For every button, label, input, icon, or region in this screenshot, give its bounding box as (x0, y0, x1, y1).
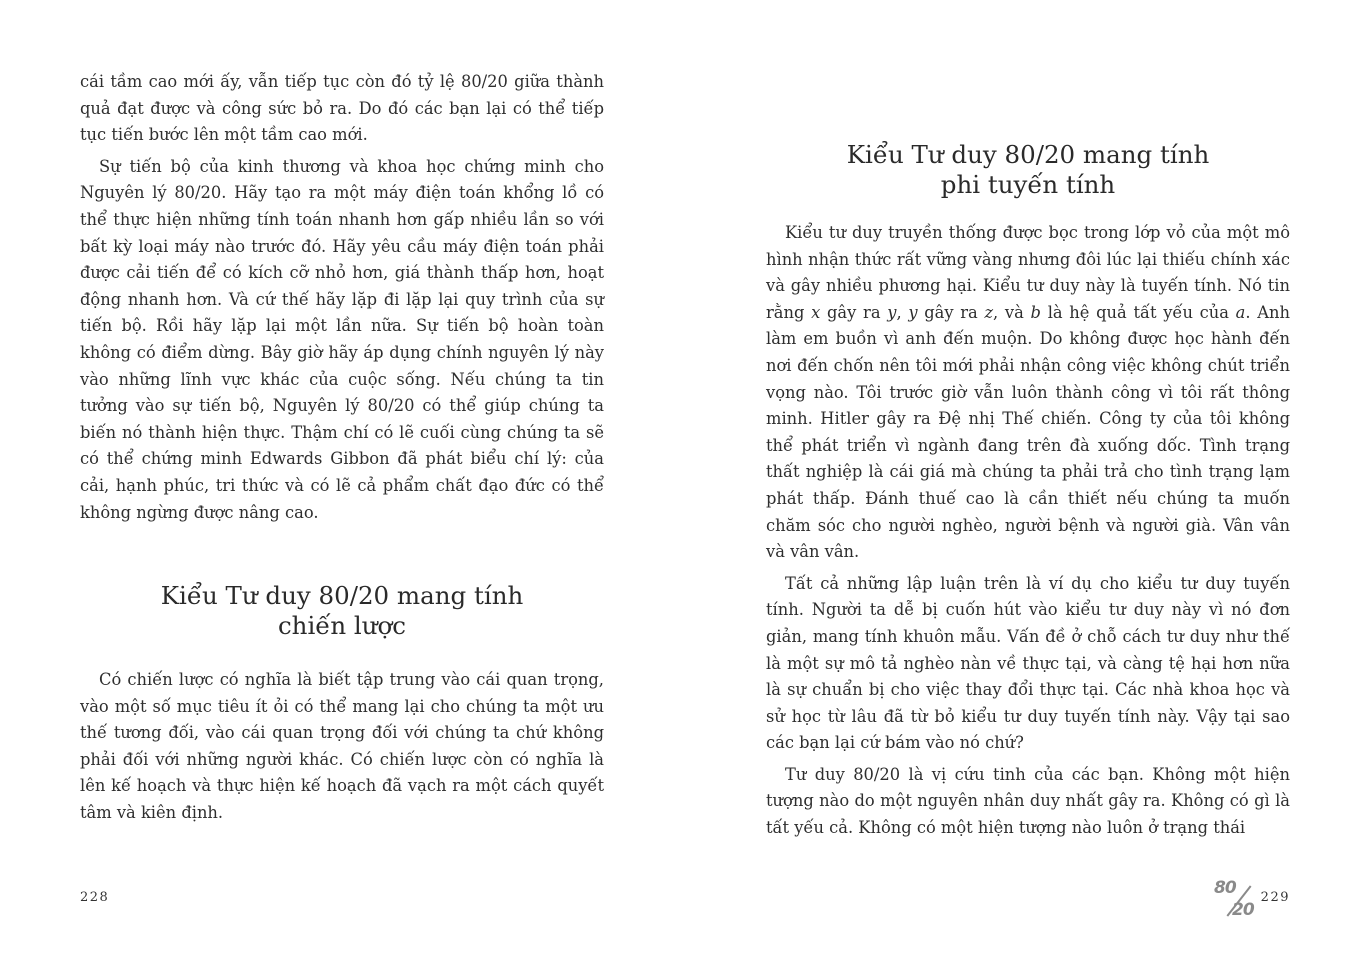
right-paragraph-1 (766, 220, 1290, 566)
left-heading-line-2: chiến lược (277, 611, 407, 641)
right-p1-text-b: gây ra (820, 302, 888, 322)
right-paragraph-3: Tư duy 80/20 là vị cứu tinh của các bạn. Không một hiện tượng nào do một nguyên nhân duy nhất gây ra. Không có gì là tất yếu cả. Không có một hiện tượng nào luôn ở trạng thái (766, 764, 1290, 838)
left-heading-line-1: Kiểu Tư duy 80/20 mang tính (160, 581, 524, 611)
left-paragraph-1: cái tầm cao mới ấy, vẫn tiếp tục còn đó tỷ lệ 80/20 giữa thành quả đạt được và công sức bỏ ra. Do đó các bạn lại có thể tiếp tục tiến bước lên một tầm cao mới. (80, 72, 604, 145)
right-p1-text-a: Kiểu tư duy truyền thống được bọc trong lớp vỏ của một mô hình nhận thức rất vững vàng nhưng đôi lúc lại thiếu chính xác và gây nhiều phương hại. Kiểu tư duy này là tuyến tính. Nó tin rằng (766, 223, 1290, 322)
right-p1-text-d: gây ra (917, 302, 985, 322)
right-section-heading (766, 140, 1290, 200)
right-page-number: 229 (1260, 890, 1290, 905)
var-a: a (1235, 302, 1246, 322)
right-p1-text-g: . Anh làm em buồn vì anh đến muộn. Do không được học hành đến nơi đến chốn nên tôi mới phải nhận công việc không chút triển vọng nào. Tôi trước giờ vẫn luôn thành công vì tôi rất thông minh. Hitler gây ra Đệ nhị Thế chiến. Công ty của tôi không thể phát triển vì ngành đang trên đà xuống dốc. Tình trạng thất nghiệp là cái giá mà chúng ta phải trả cho tình trạng lạm phát thấp. Đánh thuế cao là cần thiết nếu chúng ta muốn chăm sóc cho người nghèo, người bệnh và người già. Vân vân và vân vân. (766, 302, 1290, 562)
var-y-1: y (887, 302, 897, 322)
var-b: b (1030, 302, 1041, 322)
var-x: x (811, 302, 821, 322)
logo-80: 80 (1214, 878, 1236, 898)
var-z: z (984, 302, 994, 322)
left-paragraph-3: Có chiến lược có nghĩa là biết tập trung vào cái quan trọng, vào một số mục tiêu ít ỏi có thể mang lại cho chúng ta một ưu thế tương đối, vào cái quan trọng đối với chúng ta chứ không phải đối với những người khác. Có chiến lược còn có nghĩa là lên kế hoạch và thực hiện kế hoạch đã vạch ra một cách quyết tâm và kiên định. (80, 670, 604, 823)
right-page (766, 140, 1290, 847)
right-paragraph-2: Tất cả những lập luận trên là ví dụ cho kiểu tư duy tuyến tính. Người ta dễ bị cuốn hút vào kiểu tư duy này vì nó đơn giản, mang tính khuôn mẫu. Vấn đề ở chỗ cách tư duy như thế là một sự mô tả nghèo nàn về thực tại, và càng tệ hại hơn nữa là sự chuẩn bị cho việc thay đổi thực tại. Các nhà khoa học và sử học từ lâu đã từ bỏ kiểu tư duy tuyến tính này. Vậy tại sao các bạn lại cứ bám vào nó chứ? (766, 573, 1290, 753)
logo-20: 20 (1232, 900, 1254, 920)
left-paragraph-2: Sự tiến bộ của kinh thương và khoa học chứng minh cho Nguyên lý 80/20. Hãy tạo ra một máy điện toán khổng lồ có thể thực hiện những tính toán nhanh hơn gấp nhiều lần so với bất kỳ loại máy nào trước đó. Hãy yêu cầu máy điện toán phải được cải tiến để có kích cỡ nhỏ hơn, giá thành thấp hơn, hoạt động nhanh hơn. Và cứ thế hãy lặp đi lặp lại quy trình của sự tiến bộ. Rồi hãy lặp lại một lần nữa. Sự tiến bộ hoàn toàn không có điểm dừng. Bây giờ hãy áp dụng chính nguyên lý này vào những lĩnh vực khác của cuộc sống. Nếu chúng ta tin tưởng vào sự tiến bộ, Nguyên lý 80/20 có thể giúp chúng ta biến nó thành hiện thực. Thậm chí có lẽ cuối cùng chúng ta sẽ có thể chứng minh Edwards Gibbon đã phát biểu chí lý: của cải, hạnh phúc, tri thức và có lẽ cả phẩm chất đạo đức có thể không ngừng được nâng cao. (80, 156, 604, 522)
right-heading-line-2: phi tuyến tính (940, 170, 1116, 199)
book-logo-8020 (1210, 878, 1266, 924)
right-p1-text-c: , (896, 302, 909, 322)
left-page (80, 69, 604, 832)
right-p1-text-f: là hệ quả tất yếu của (1040, 302, 1236, 322)
right-heading-line-1: Kiểu Tư duy 80/20 mang tính (846, 140, 1210, 169)
var-y-2: y (908, 302, 918, 322)
left-page-number: 228 (80, 890, 110, 905)
right-p1-text-e: , và (993, 302, 1031, 322)
left-section-heading (80, 581, 604, 641)
